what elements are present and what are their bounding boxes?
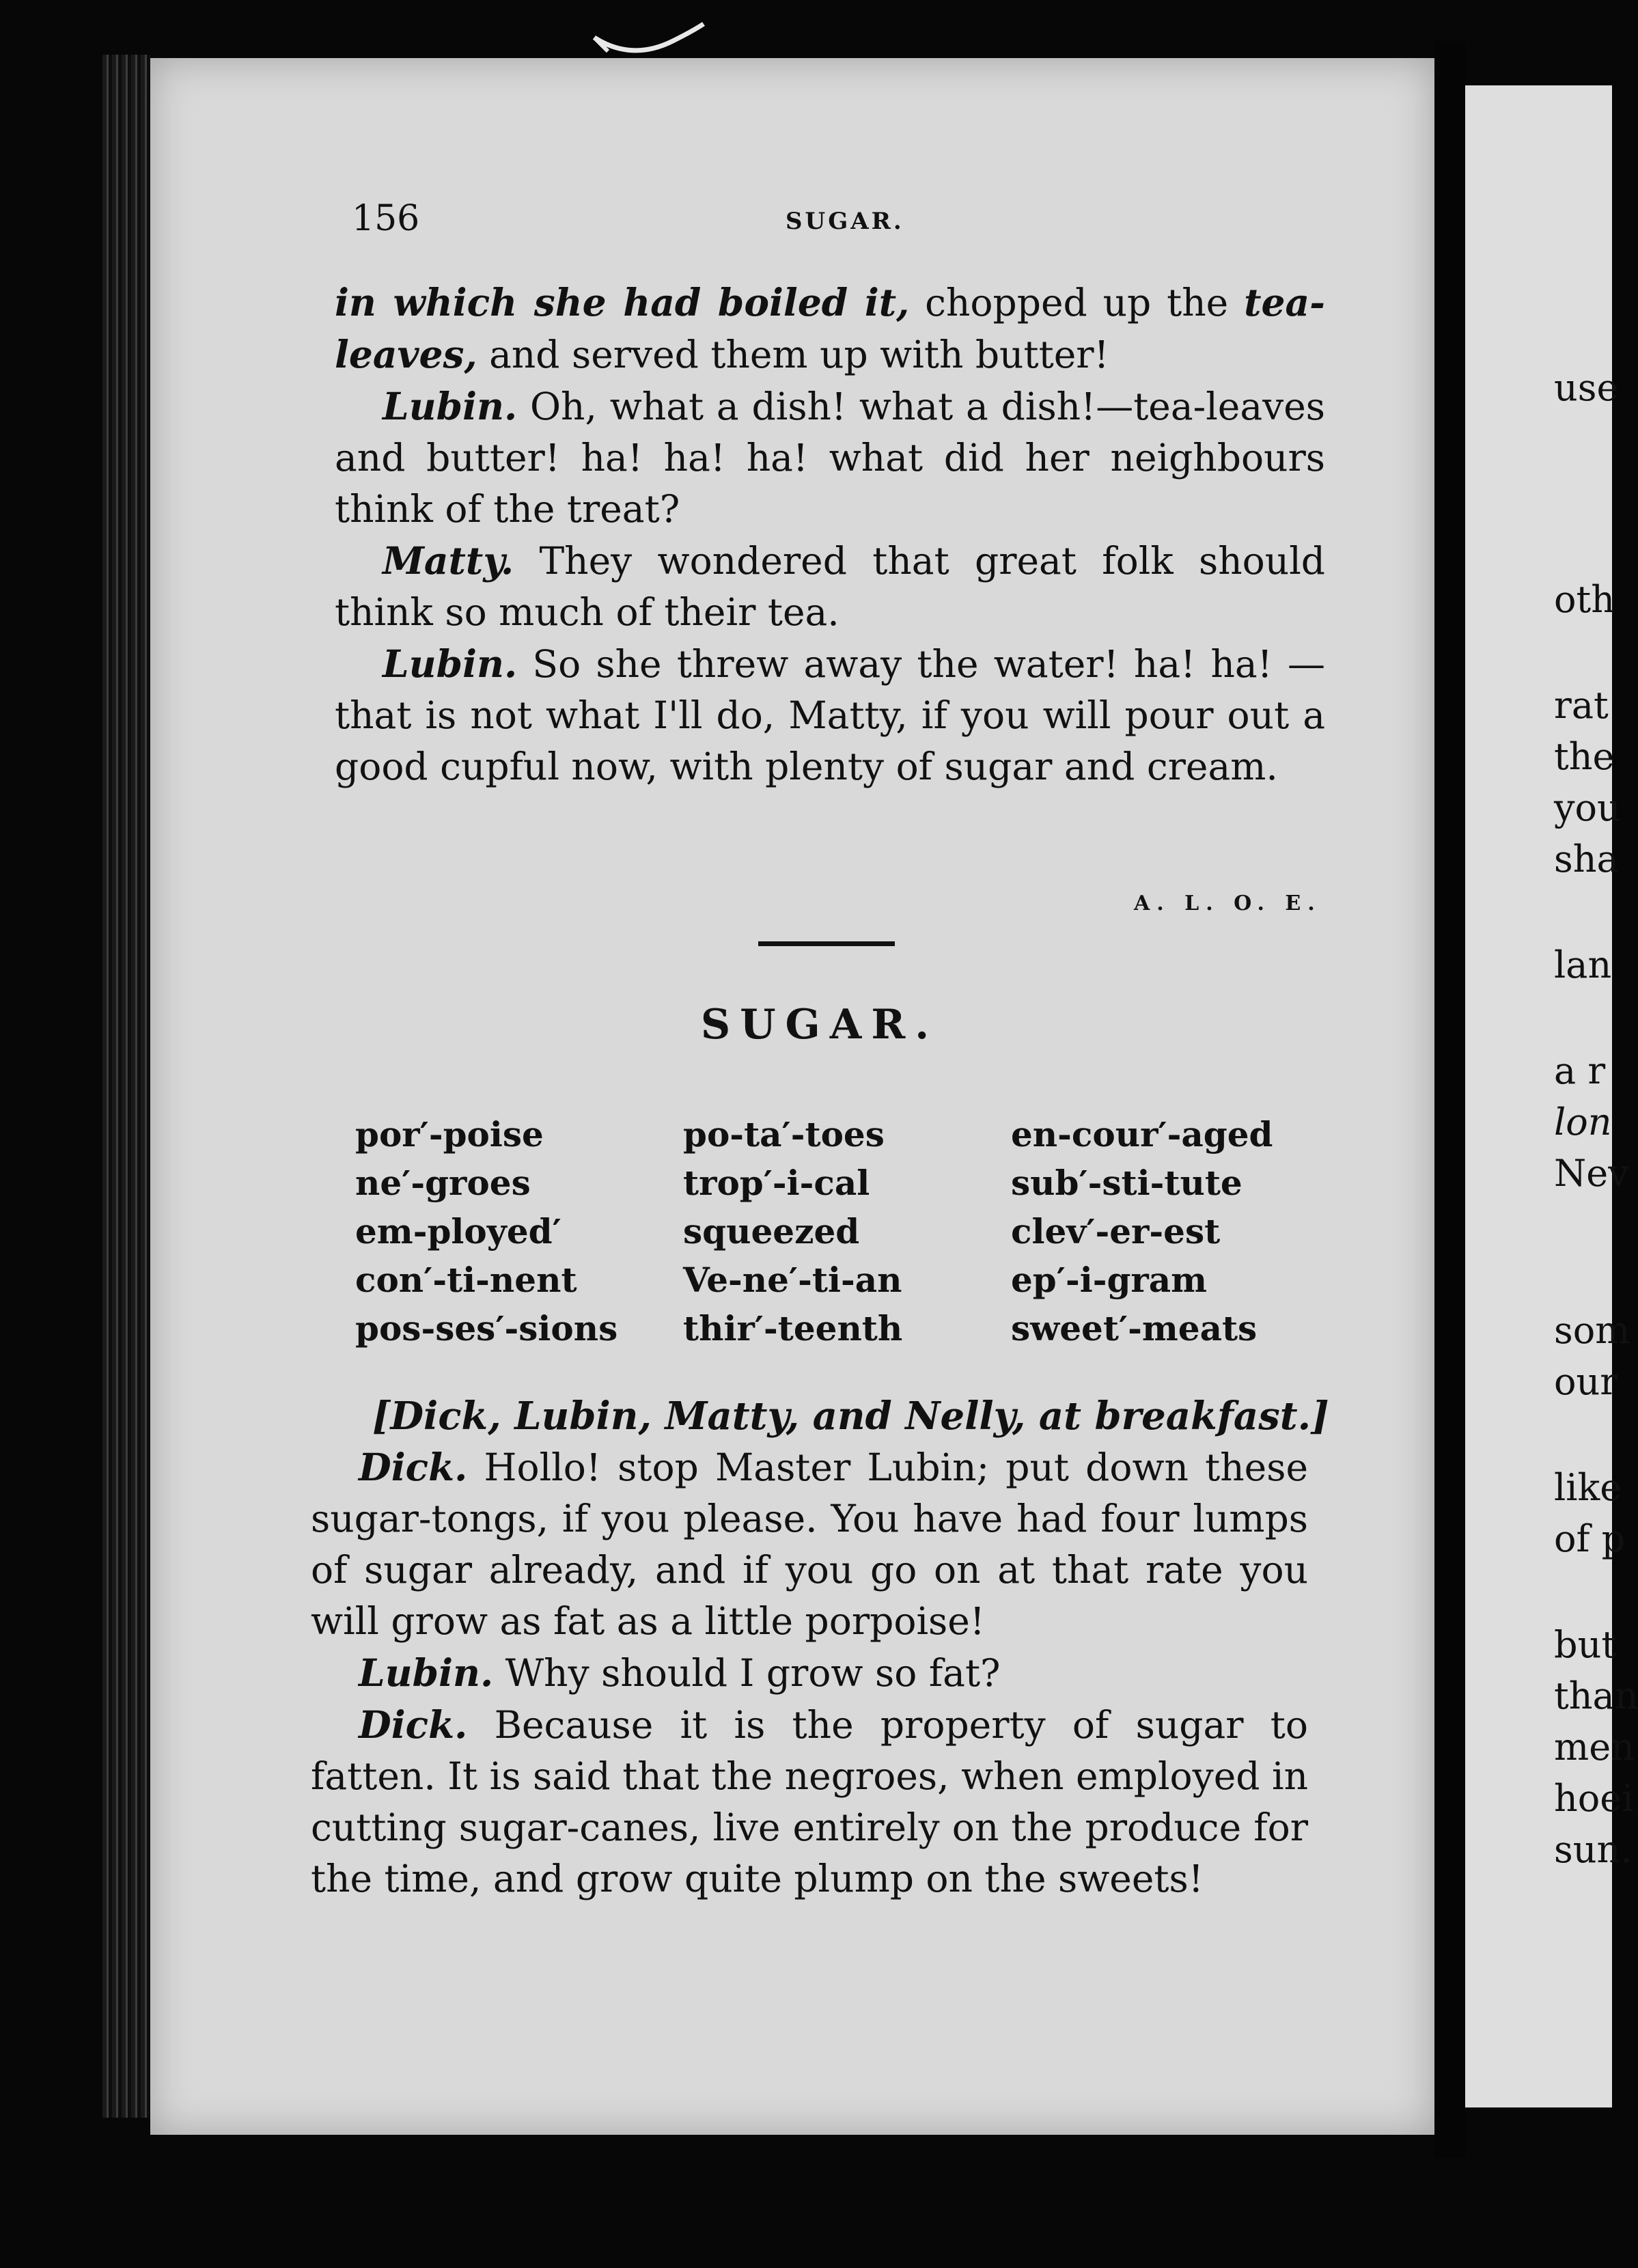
fragment: rat: [1554, 684, 1609, 727]
fragment: oth: [1554, 578, 1615, 621]
fragment: than: [1554, 1674, 1638, 1717]
vocab-word: Ve-ne′-ti-an: [683, 1260, 902, 1300]
italic-text: tea-leaves,: [335, 280, 1325, 376]
vocab-word: pos-ses′-sions: [355, 1308, 618, 1349]
running-head: [352, 198, 1335, 253]
page-edges: [102, 55, 150, 2118]
speaker-name: Dick.: [359, 1702, 468, 1747]
fragment: lon: [1554, 1101, 1612, 1144]
vocab-column-1: [355, 1110, 683, 1353]
running-title: SUGAR.: [786, 208, 904, 235]
paragraph: [335, 381, 1325, 535]
upper-dialogue: [335, 277, 1325, 792]
paper-clip-mark: [591, 20, 707, 58]
fragment: our: [1554, 1360, 1618, 1403]
vocab-word: po-ta′-toes: [683, 1114, 885, 1154]
italic-text: in which she had boiled it,: [335, 280, 910, 324]
vocab-word: clev′-er-est: [1011, 1211, 1221, 1251]
speaker-name: Lubin.: [383, 641, 518, 686]
paragraph: [311, 1699, 1308, 1905]
speaker-name: Dick.: [359, 1445, 468, 1489]
vocab-word: squeezed: [683, 1211, 860, 1251]
fragment: lan: [1554, 943, 1612, 986]
speech-text: Why should I grow so fat?: [493, 1651, 1001, 1695]
vocab-column-2: [683, 1110, 1011, 1353]
fragment: use: [1554, 366, 1619, 409]
vocab-word: por′-poise: [355, 1114, 544, 1154]
fragment: hoei: [1554, 1777, 1634, 1820]
stage-direction: [Dick, Lubin, Matty, and Nelly, at breakfast.]: [372, 1394, 1329, 1439]
fragment: Nev: [1554, 1152, 1629, 1195]
author-signature: A. L. O. E.: [1134, 891, 1322, 915]
speaker-name: Lubin.: [359, 1650, 494, 1695]
speech-text: Because it is the property of sugar to fatten. It is said that the negroes, when employed in cutting sugar-canes, live entirely on the produce for the time, and grow quite plump on the sweets!: [311, 1703, 1308, 1900]
lower-dialogue: [311, 1441, 1308, 1905]
section-title: SUGAR.: [700, 1001, 939, 1049]
fragment: men: [1554, 1726, 1635, 1769]
fragment: som: [1554, 1309, 1630, 1352]
paragraph: [335, 277, 1325, 381]
fragment: a r: [1554, 1049, 1606, 1092]
vocab-word: sweet′-meats: [1011, 1308, 1258, 1349]
speaker-name: Matty.: [383, 538, 514, 583]
fragment: of p: [1554, 1517, 1626, 1560]
section-divider: [758, 941, 895, 946]
vocabulary-list: [355, 1110, 1311, 1353]
page-number: 156: [352, 198, 420, 239]
speech-text: They wondered that great folk should think so much of their tea.: [335, 539, 1325, 634]
speech-text: So she threw away the water! ha! ha! —that is not what I'll do, Matty, if you will pour out a good cupful now, with plenty of sugar and cream.: [335, 642, 1325, 788]
fragment: you: [1554, 786, 1621, 829]
paragraph: [311, 1647, 1308, 1699]
fragment: like: [1554, 1466, 1622, 1509]
vocab-word: ne′-groes: [355, 1163, 531, 1203]
paragraph: [311, 1441, 1308, 1647]
speaker-name: Lubin.: [383, 384, 518, 428]
paragraph: [335, 638, 1325, 792]
vocab-word: thir′-teenth: [683, 1308, 903, 1349]
vocab-word: trop′-i-cal: [683, 1163, 870, 1203]
text: and served them up with butter!: [477, 333, 1109, 376]
book-gutter: [1434, 41, 1465, 2159]
text: chopped up the: [909, 281, 1245, 324]
fragment: sha: [1554, 838, 1619, 881]
fragment: the: [1554, 735, 1615, 778]
fragment: sun.: [1554, 1828, 1633, 1871]
speech-text: Hollo! stop Master Lubin; put down these sugar-tongs, if you please. You have had four lumps of sugar already, and if you go on at that rate you will grow as fat as a little porpoise!: [311, 1446, 1308, 1643]
vocab-word: sub′-sti-tute: [1011, 1163, 1243, 1203]
vocab-word: en-cour′-aged: [1011, 1114, 1273, 1154]
vocab-word: ep′-i-gram: [1011, 1260, 1208, 1300]
fragment: but: [1554, 1623, 1617, 1666]
vocab-word: em-ployed′: [355, 1211, 561, 1251]
speech-text: Oh, what a dish! what a dish!—tea-leaves and butter! ha! ha! ha! what did her neighbours think of the treat?: [335, 385, 1325, 531]
vocab-word: con′-ti-nent: [355, 1260, 577, 1300]
paragraph: [335, 535, 1325, 638]
vocab-column-3: [1011, 1110, 1311, 1353]
